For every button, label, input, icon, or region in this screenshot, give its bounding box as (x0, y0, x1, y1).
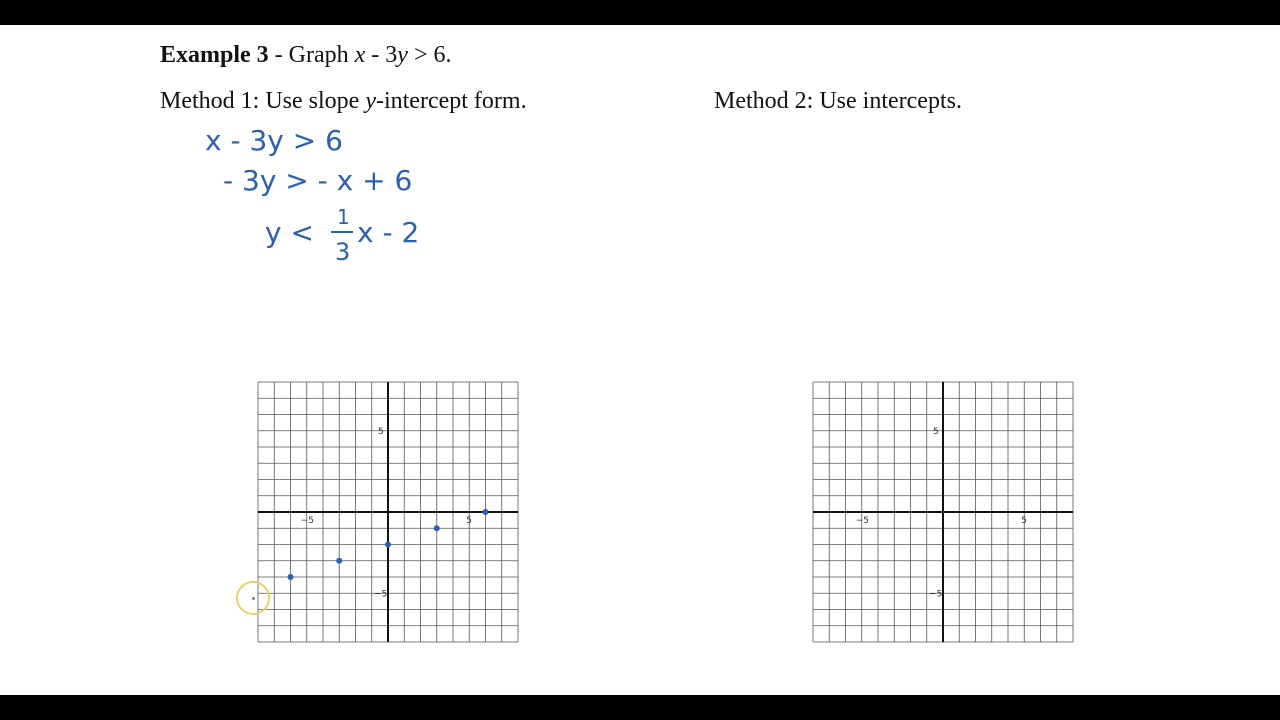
heading-mid: - 3 (365, 42, 398, 68)
grid-1-svg (257, 381, 519, 643)
heading-sep: - Graph (268, 42, 355, 68)
hand-fraction-num: 1 (337, 205, 350, 229)
example-heading (160, 42, 452, 69)
method-1-prefix: Method 1: Use slope (160, 88, 366, 114)
plotted-point (336, 558, 342, 564)
video-bottom-bar (0, 695, 1280, 720)
heading-var-x: x (354, 42, 366, 68)
plotted-point (434, 525, 440, 531)
method-1-suffix: -intercept form. (375, 88, 527, 114)
heading-tail: > 6. (407, 42, 452, 68)
grid-1-axes (258, 382, 518, 642)
grid-2-svg (812, 381, 1074, 643)
coordinate-grid-1 (257, 381, 519, 643)
hand-fraction-den: 3 (335, 238, 351, 266)
grid-2-axes (813, 382, 1073, 642)
plotted-point (288, 574, 294, 580)
grid-2-tick-x-pos: 5 (1021, 516, 1027, 526)
example-label: Example 3 (160, 42, 269, 68)
method-1-label (160, 88, 527, 115)
method-2-label: Method 2: Use intercepts. (714, 88, 962, 114)
video-top-bar (0, 0, 1280, 25)
plotted-point (483, 509, 489, 515)
grid-1-tick-x-neg: −5 (300, 516, 315, 526)
grid-2-tick-y-pos: 5 (933, 426, 939, 437)
grid-2-tick-y-neg: −5 (929, 589, 943, 600)
plotted-point (385, 542, 391, 548)
grid-1-tick-y-neg: −5 (374, 589, 388, 600)
grid-2-tick-x-neg: −5 (855, 516, 870, 526)
grid-1-tick-x-pos: 5 (466, 516, 472, 526)
heading-var-y: y (397, 42, 408, 68)
hand-line-3-left: y < (265, 216, 314, 249)
coordinate-grid-2 (812, 381, 1074, 643)
handwritten-work (195, 120, 455, 270)
hand-line-2: - 3y > - x + 6 (223, 164, 413, 197)
hand-line-1: x - 3y > 6 (205, 124, 343, 157)
hand-line-3-right: x - 2 (357, 216, 420, 249)
method-1-var-y: y (365, 88, 376, 114)
mouse-pointer (252, 597, 255, 600)
grid-1-tick-y-pos: 5 (378, 426, 384, 437)
